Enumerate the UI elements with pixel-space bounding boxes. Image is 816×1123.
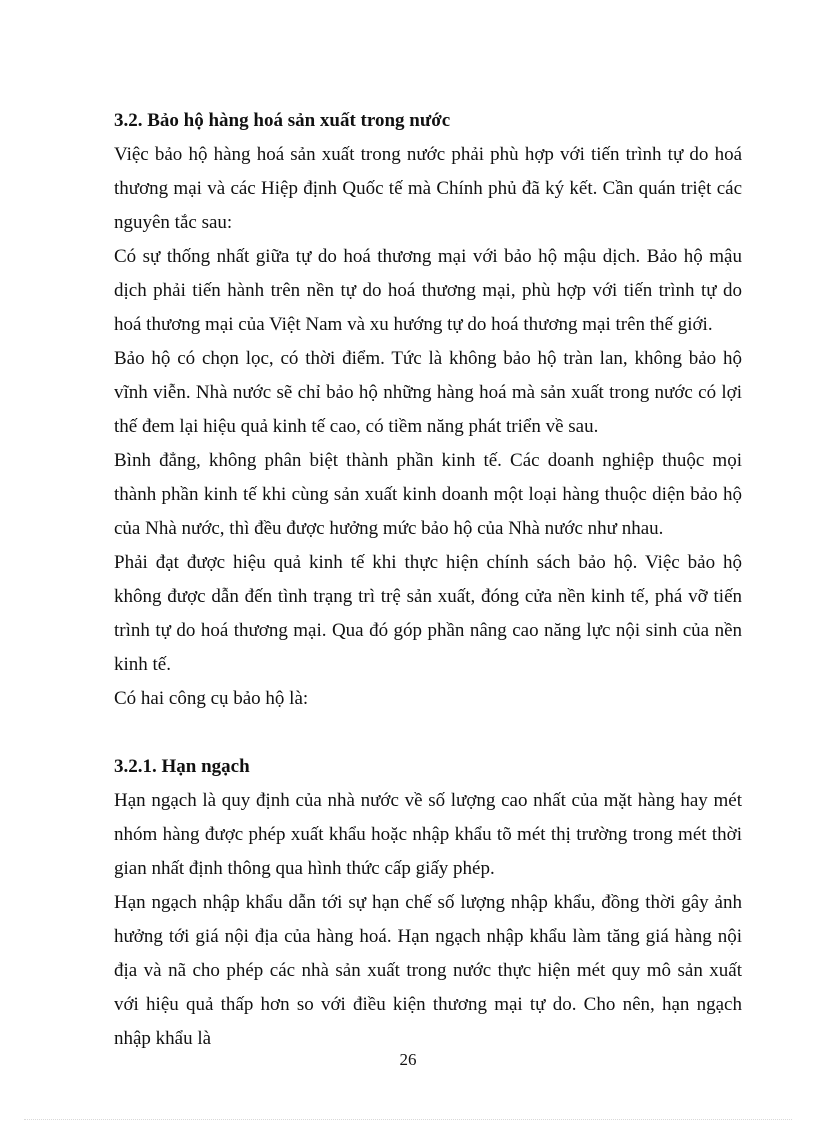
section-heading: 3.2. Bảo hộ hàng hoá sản xuất trong nước — [114, 110, 451, 131]
paragraph: Có sự thống nhất giữa tự do hoá thương mại với bảo hộ mậu dịch. Bảo hộ mậu dịch phải tiến hành trên nền tự do hoá thương mại, phù hợp với tiến trình tự do hoá thương mại của Việt Nam và xu hướng tự do hoá thương mại trên thế giới. — [114, 246, 742, 335]
page-body — [114, 104, 742, 1056]
paragraph: Bảo hộ có chọn lọc, có thời điểm. Tức là không bảo hộ tràn lan, không bảo hộ vĩnh viễn. Nhà nước sẽ chỉ bảo hộ những hàng hoá mà sản xuất trong nước có lợi thế đem lại hiệu quả kinh tế cao, có tiềm năng phát triển về sau. — [114, 348, 742, 437]
paragraph: Hạn ngạch là quy định của nhà nước về số lượng cao nhất của mặt hàng hay mét nhóm hàng được phép xuất khẩu hoặc nhập khẩu tõ mét thị trường trong mét thời gian nhất định thông qua hình thức cấp giấy phép. — [114, 790, 742, 879]
subsection-heading: 3.2.1. Hạn ngạch — [114, 756, 250, 777]
paragraph: Có hai công cụ bảo hộ là: — [114, 688, 309, 709]
page-number: 26 — [399, 1050, 417, 1069]
paragraph: Phải đạt được hiệu quả kinh tế khi thực hiện chính sách bảo hộ. Việc bảo hộ không được dẫn đến tình trạng trì trệ sản xuất, đóng cửa nền kinh tế, phá vỡ tiến trình tự do hoá thương mại. Qua đó góp phần nâng cao năng lực nội sinh của nền kinh tế. — [114, 552, 742, 675]
paragraph: Việc bảo hộ hàng hoá sản xuất trong nước phải phù hợp với tiến trình tự do hoá thương mại và các Hiệp định Quốc tế mà Chính phủ đã ký kết. Cần quán triệt các nguyên tắc sau: — [114, 144, 742, 233]
paragraph: Hạn ngạch nhập khẩu dẫn tới sự hạn chế số lượng nhập khẩu, đồng thời gây ảnh hưởng tới giá nội địa của hàng hoá. Hạn ngạch nhập khẩu làm tăng giá hàng nội địa và nã cho phép các nhà sản xuất trong nước thực hiện mét quy mô sản xuất với hiệu quả thấp hơn so với điều kiện thương mại tự do. Cho nên, hạn ngạch nhập khẩu là — [114, 892, 742, 1049]
page-bottom-divider — [24, 1119, 792, 1120]
section-spacer — [114, 716, 742, 750]
paragraph: Bình đẳng, không phân biệt thành phần kinh tế. Các doanh nghiệp thuộc mọi thành phần kinh tế khi cùng sản xuất kinh doanh một loại hàng thuộc diện bảo hộ của Nhà nước, thì đều được hưởng mức bảo hộ của Nhà nước như nhau. — [114, 450, 742, 539]
